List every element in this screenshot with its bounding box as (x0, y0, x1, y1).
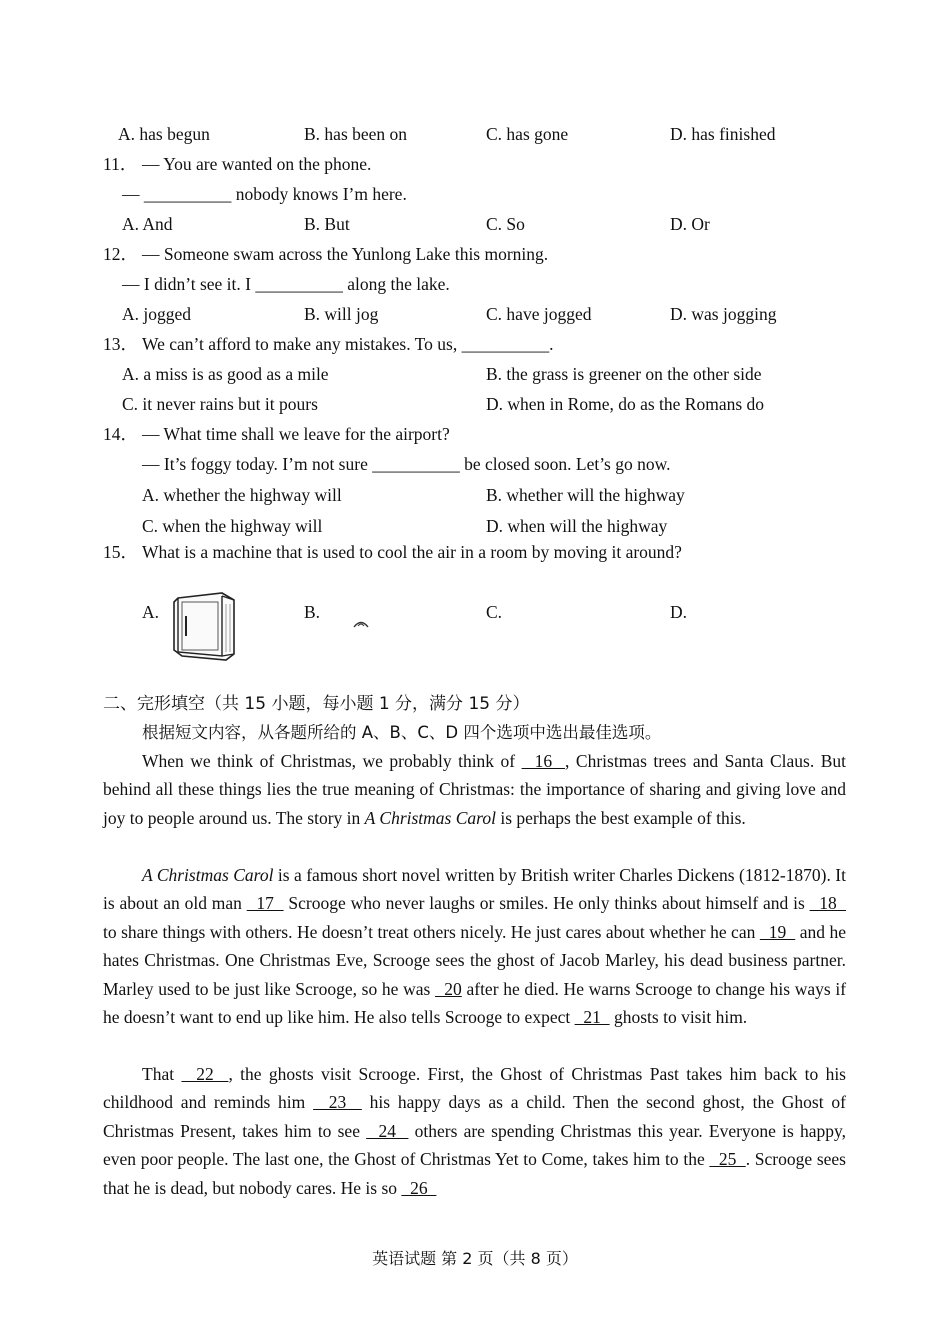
q13-number: 13． (103, 334, 138, 354)
q13-option-c: C. it never rains but it pours (122, 394, 318, 414)
q13-option-d: D. when in Rome, do as the Romans do (486, 394, 765, 414)
blank-17: 17 (246, 893, 284, 914)
q12-line1: — Someone swam across the Yunlong Lake this morning. (142, 244, 549, 264)
blank-18: 18 (809, 893, 847, 914)
q14-number: 14． (103, 424, 138, 444)
q11-line1: — You are wanted on the phone. (142, 154, 372, 174)
blank-21: 21 (574, 1007, 610, 1028)
q15-option-b: B. (304, 602, 321, 622)
passage-paragraph-3: That 22 , the ghosts visit Scrooge. First, the Ghost of Christmas Past takes him back to his childhood and reminds him 23 his happy days as a child. Then the second ghost, the Ghost of Christmas Present, takes him to see 24 others are spending Christmas this year. Everyone is happy, even poor people. The last one, the Ghost of Christmas Yet to Come, takes him to the 25 . Scrooge sees that he is dead, but nobody cares. He is so 26 (103, 1064, 846, 1198)
q12-option-a: A. jogged (122, 304, 192, 324)
q10-option-d: D. has finished (670, 124, 776, 144)
section-instruction: 根据短文内容，从各题所给的 A、B、C、D 四个选项中选出最佳选项。 (142, 723, 662, 742)
q11-option-b: B. But (304, 214, 350, 234)
book-title: A Christmas Carol (364, 807, 496, 828)
q11-option-a: A. And (122, 214, 173, 234)
blank-22: 22 (181, 1064, 229, 1084)
blank-25: 25 (709, 1149, 746, 1170)
book-title: A Christmas Carol (142, 865, 274, 885)
q12-number: 12． (103, 244, 138, 264)
refrigerator-icon (170, 590, 238, 662)
q15-option-d: D. (670, 602, 688, 622)
q14-option-b: B. whether will the highway (486, 485, 685, 505)
blank-23: 23 (313, 1092, 362, 1113)
q13-option-b: B. the grass is greener on the other side (486, 364, 762, 384)
blank-16: 16 (521, 751, 566, 771)
q15-number: 15． (103, 542, 138, 562)
q15-option-c: C. (486, 602, 503, 622)
q11-number: 11． (103, 154, 138, 174)
q14-option-c: C. when the highway will (142, 516, 323, 536)
q12-line2: — I didn’t see it. I __________ along the lake. (122, 274, 450, 294)
q10-option-c: C. has gone (486, 124, 569, 144)
q14-option-a: A. whether the highway will (142, 485, 342, 505)
q11-option-c: C. So (486, 214, 525, 234)
q14-option-d: D. when will the highway (486, 516, 668, 536)
q12-option-c: C. have jogged (486, 304, 592, 324)
q12-option-b: B. will jog (304, 304, 379, 324)
passage-paragraph-1: When we think of Christmas, we probably think of 16 , Christmas trees and Santa Claus. But behind all these things lies the true meaning of Christmas: the importance of sharing and giving love and joy to people around us. The story in A Christmas Carol is perhaps the best example of this. (103, 751, 846, 828)
q10-option-b: B. has been on (304, 124, 408, 144)
q11-line2: — __________ nobody knows I’m here. (122, 184, 407, 204)
page-footer: 英语试题 第 2 页（共 8 页） (372, 1249, 578, 1268)
q15-option-a: A. (142, 602, 160, 622)
blank-19: 19 (759, 921, 796, 942)
blank-24: 24 (366, 1120, 409, 1141)
q14-line2: — It’s foggy today. I’m not sure __________ be closed soon. Let’s go now. (142, 454, 671, 474)
q15-line1: What is a machine that is used to cool the air in a room by moving it around? (142, 542, 682, 562)
q11-option-d: D. Or (670, 214, 710, 234)
q12-option-d: D. was jogging (670, 304, 777, 324)
section-heading: 二、完形填空（共 15 小题，每小题 1 分，满分 15 分） (103, 694, 530, 714)
q13-option-a: A. a miss is as good as a mile (122, 364, 329, 384)
q14-line1: — What time shall we leave for the airport? (142, 424, 450, 444)
q13-line1: We can’t afford to make any mistakes. To us, __________. (142, 334, 554, 354)
q10-option-a: A. has begun (118, 124, 210, 144)
fan-icon-fragment (352, 620, 370, 628)
blank-26: 26 (401, 1177, 437, 1198)
blank-20: 20 (434, 978, 462, 999)
passage-paragraph-2: A Christmas Carol is a famous short novel written by British writer Charles Dickens (1812-1870). It is about an old man 17 Scrooge who never laughs or smiles. He only thinks about himself and is 18 to share things with others. He doesn’t treat others nicely. He just cares about whether he can 19 and he hates Christmas. One Christmas Eve, Scrooge sees the ghost of Jacob Marley, his dead business partner. Marley used to be just like Scrooge, so he was 20 after he died. He warns Scrooge to change his ways if he doesn’t want to end up like him. He also tells Scrooge to expect 21 ghosts to visit him. (103, 865, 847, 1028)
